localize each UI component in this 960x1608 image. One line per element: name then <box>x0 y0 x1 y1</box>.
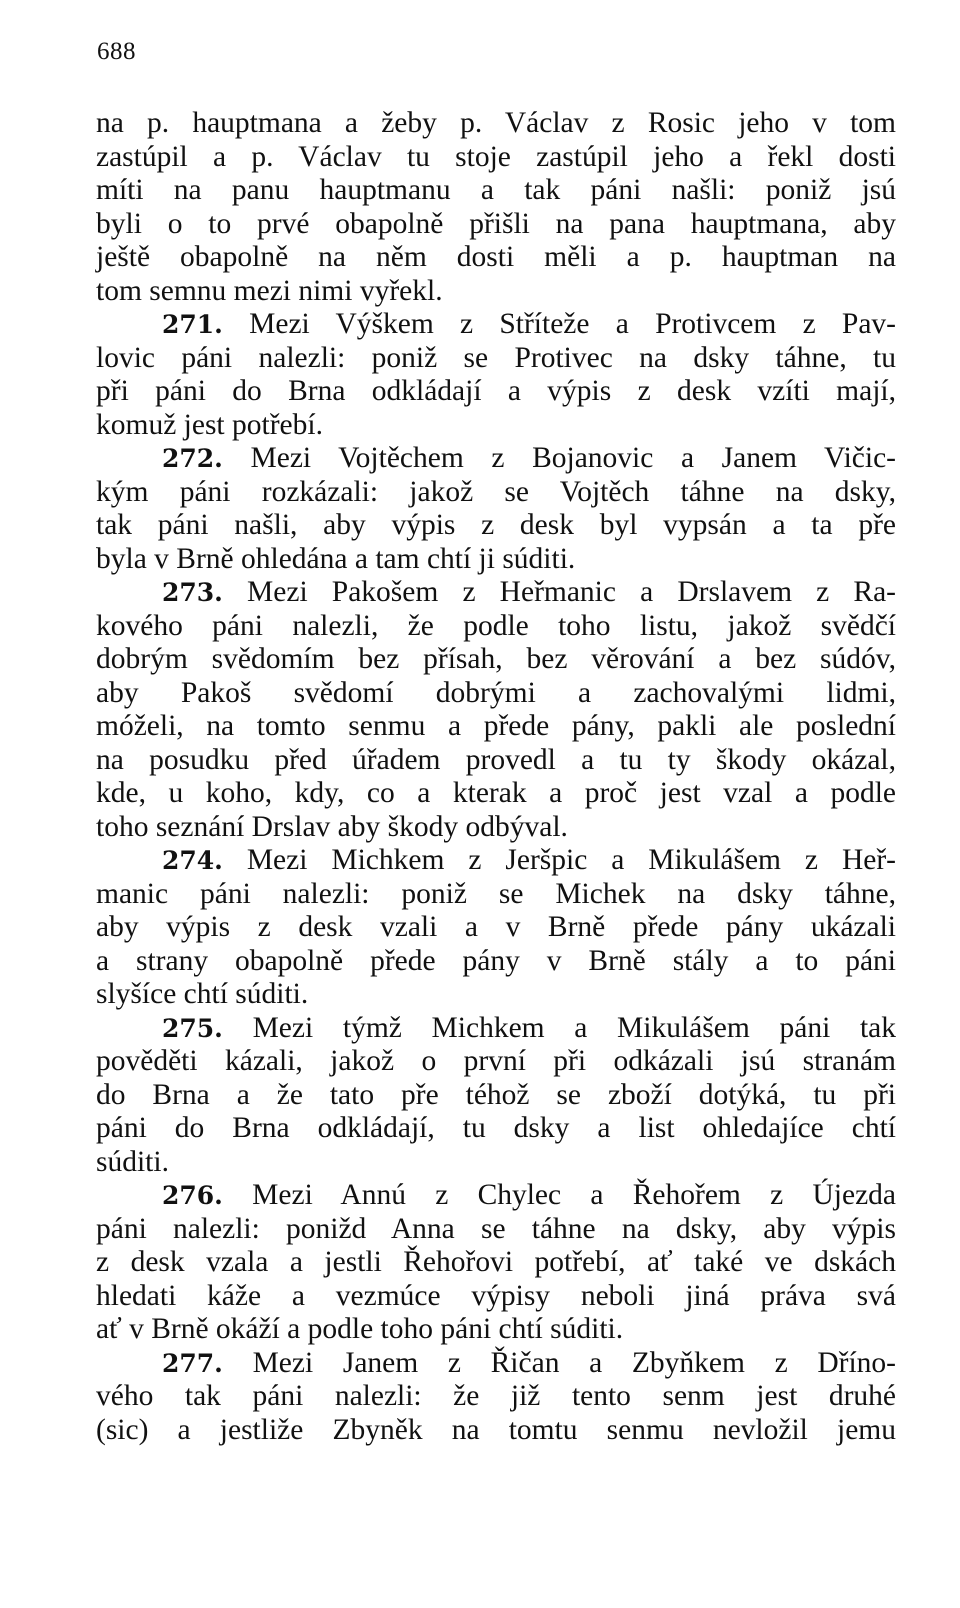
text-line <box>96 1380 896 1414</box>
line-text: tak páni našli, aby výpis z desk byl vypsán a ta pře <box>96 509 896 541</box>
line-text: Mezi Vojtěchem z Bojanovic a Janem Vičic- <box>250 442 896 474</box>
line-text: Mezi Výškem z Stříteže a Protivcem z Pav- <box>249 308 896 340</box>
text-line <box>96 442 896 476</box>
page-number: 688 <box>97 38 136 65</box>
text-line <box>96 610 896 644</box>
line-text: komuž jest potřebí. <box>96 408 323 441</box>
line-text: dobrým svědomím bez přísah, bez věrování a bez súdóv, <box>96 643 896 675</box>
text-line <box>96 1179 896 1213</box>
text-line <box>96 878 896 912</box>
paragraph <box>96 308 896 442</box>
text-line <box>96 1347 896 1381</box>
line-text: kde, u koho, kdy, co a kterak a proč jest vzal a podle <box>96 777 896 809</box>
paragraph-number: 274. <box>162 846 223 875</box>
line-text: Mezi Michkem z Jeršpic a Mikulášem z Heř- <box>246 844 897 876</box>
text-line <box>96 1313 896 1347</box>
text-line <box>96 543 896 577</box>
text-line <box>96 1414 896 1448</box>
text-line <box>96 1280 896 1314</box>
line-text: súditi. <box>96 1145 169 1178</box>
line-text: na posudku před úřadem provedl a tu ty škody okázal, <box>96 743 896 776</box>
text-line <box>96 643 896 677</box>
line-text: při páni do Brna odkládají a výpis z desk vzíti mají, <box>96 375 896 407</box>
text-line <box>96 978 896 1012</box>
text-line <box>96 744 896 778</box>
text-line <box>96 1045 896 1079</box>
text-line <box>96 576 896 610</box>
paragraph-number: 272. <box>162 444 223 473</box>
text-line <box>96 1112 896 1146</box>
paragraph <box>96 576 896 844</box>
text-line <box>96 174 896 208</box>
line-text: Mezi Janem z Řičan a Zbyňkem z Dříno- <box>252 1346 896 1379</box>
paragraph <box>96 1012 896 1180</box>
text-line <box>96 844 896 878</box>
line-text: manic páni nalezli: poniž se Michek na dsky táhne, <box>96 877 896 910</box>
paragraph <box>96 442 896 576</box>
text-line <box>96 911 896 945</box>
text-line <box>96 375 896 409</box>
line-text: tom semnu mezi nimi vyřekl. <box>96 274 443 307</box>
line-text: kým páni rozkázali: jakož se Vojtěch táhne na dsky, <box>96 475 896 508</box>
line-text: hledati káže a vezmúce výpisy neboli jiná práva svá <box>96 1279 896 1312</box>
paragraph <box>96 1179 896 1347</box>
paragraph-number: 271. <box>162 310 223 339</box>
text-line <box>96 1079 896 1113</box>
line-text: slyšíce chtí súditi. <box>96 978 309 1010</box>
line-text: lovic páni nalezli: poniž se Protivec na dsky táhne, tu <box>96 341 896 374</box>
text-line <box>96 308 896 342</box>
body-text <box>96 107 896 1447</box>
line-text: a strany obapolně přede pány v Brně stály a to páni <box>96 944 896 977</box>
text-line <box>96 342 896 376</box>
text-line <box>96 710 896 744</box>
text-line <box>96 1246 896 1280</box>
paragraph <box>96 1347 896 1448</box>
text-line <box>96 107 896 141</box>
paragraph <box>96 107 896 308</box>
line-text: byla v Brně ohledána a tam chtí ji súditi. <box>96 542 576 575</box>
text-line <box>96 141 896 175</box>
text-line <box>96 1213 896 1247</box>
line-text: vého tak páni nalezli: že již tento senm jest druhé <box>96 1380 896 1412</box>
line-text: móželi, na tomto senmu a přede pány, pakli ale poslední <box>96 710 896 742</box>
line-text: aby výpis z desk vzali a v Brně přede pány ukázali <box>96 911 896 943</box>
paragraph <box>96 844 896 1012</box>
text-line <box>96 409 896 443</box>
line-text: ať v Brně okáží a podle toho páni chtí súditi. <box>96 1313 624 1345</box>
paragraph-number: 275. <box>162 1013 223 1043</box>
paragraph-number: 276. <box>162 1181 223 1210</box>
text-line <box>96 1146 896 1180</box>
line-text: Mezi Annú z Chylec a Řehořem z Újezda <box>252 1179 897 1211</box>
text-line <box>96 275 896 309</box>
line-text: páni do Brna odkládají, tu dsky a list ohledajíce chtí <box>96 1112 896 1144</box>
line-text: páni nalezli: ponižd Anna se táhne na dsky, aby výpis <box>96 1212 896 1245</box>
line-text: ještě obapolně na něm dosti měli a p. hauptman na <box>96 241 896 273</box>
line-text: zastúpil a p. Václav tu stoje zastúpil jeho a řekl dosti <box>96 140 896 173</box>
text-line <box>96 777 896 811</box>
text-line <box>96 509 896 543</box>
line-text: toho seznání Drslav aby škody odbýval. <box>96 810 568 843</box>
line-text: na p. hauptmana a žeby p. Václav z Rosic jeho v tom <box>96 107 896 139</box>
text-line <box>96 1012 896 1046</box>
paragraph-number: 273. <box>162 578 223 607</box>
line-text: aby Pakoš svědomí dobrými a zachovalými lidmi, <box>96 676 896 709</box>
text-line <box>96 811 896 845</box>
line-text: Mezi Pakošem z Heřmanic a Drslavem z Ra- <box>247 576 896 608</box>
text-line <box>96 208 896 242</box>
text-line <box>96 677 896 711</box>
line-text: (sic) a jestliže Zbyněk na tomtu senmu nevložil jemu <box>96 1413 896 1446</box>
text-line <box>96 945 896 979</box>
line-text: do Brna a že tato pře téhož se zboží dotýká, tu při <box>96 1078 896 1111</box>
line-text: kového páni nalezli, že podle toho listu, jakož svědčí <box>96 609 896 642</box>
paragraph-number: 277. <box>162 1348 223 1378</box>
text-line <box>96 476 896 510</box>
line-text: Mezi týmž Michkem a Mikulášem páni tak <box>252 1011 896 1044</box>
line-text: z desk vzala a jestli Řehořovi potřebí, ať také ve dskách <box>96 1246 896 1278</box>
line-text: míti na panu hauptmanu a tak páni našli: poniž jsú <box>96 174 896 206</box>
line-text: byli o to prvé obapolně přišli na pana hauptmana, aby <box>96 207 896 240</box>
text-line <box>96 241 896 275</box>
line-text: pověděti kázali, jakož o první při odkázali jsú stranám <box>96 1045 896 1077</box>
